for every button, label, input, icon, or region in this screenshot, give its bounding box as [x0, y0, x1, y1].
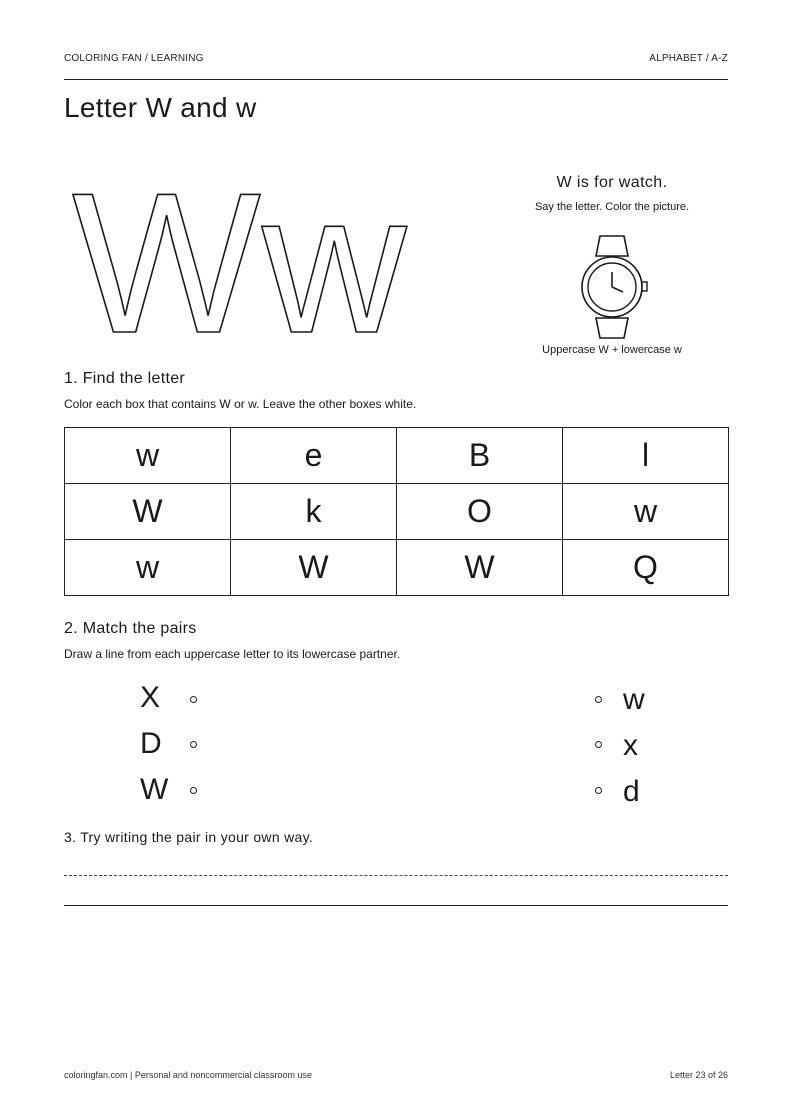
- picture-caption: Uppercase W + lowercase w: [542, 344, 682, 356]
- match-uppercase-letter: X: [140, 681, 161, 714]
- writing-guide-dashed-line: [64, 875, 728, 876]
- grid-row: [65, 484, 729, 540]
- grid-cell[interactable]: w: [563, 484, 729, 540]
- grid-cell[interactable]: Q: [563, 540, 729, 596]
- picture-title: W is for watch.: [556, 174, 668, 191]
- grid-cell[interactable]: W: [231, 540, 397, 596]
- section3-title: 3. Try writing the pair in your own way.: [64, 829, 314, 845]
- match-dot-left[interactable]: [190, 741, 197, 748]
- grid-row: [65, 428, 729, 484]
- big-outline-letters: [72, 180, 432, 340]
- grid-cell[interactable]: W: [397, 540, 563, 596]
- grid-cell[interactable]: k: [231, 484, 397, 540]
- writing-baseline[interactable]: [64, 905, 728, 906]
- footer-right: Letter 23 of 26: [669, 1070, 728, 1080]
- footer-left: coloringfan.com | Personal and noncommercial classroom use: [64, 1070, 312, 1080]
- grid-cell[interactable]: w: [65, 540, 231, 596]
- grid-cell[interactable]: W: [65, 484, 231, 540]
- match-dot-left[interactable]: [190, 696, 197, 703]
- header-left: COLORING FAN / LEARNING: [64, 53, 204, 64]
- section2-title: 2. Match the pairs: [64, 620, 197, 637]
- grid-cell[interactable]: l: [563, 428, 729, 484]
- lowercase-outline-letter: w: [262, 180, 407, 340]
- grid-cell[interactable]: w: [65, 428, 231, 484]
- section2-instruction: Draw a line from each uppercase letter to its lowercase partner.: [64, 647, 401, 661]
- header-right: ALPHABET / A-Z: [649, 53, 728, 64]
- section1-title: 1. Find the letter: [64, 370, 186, 387]
- match-dot-right[interactable]: [595, 741, 602, 748]
- match-lowercase-letter: w: [623, 683, 645, 716]
- match-lowercase-letter: x: [623, 729, 638, 762]
- page-title: Letter W and w: [64, 92, 257, 123]
- header-rule: [64, 79, 728, 80]
- match-uppercase-letter: D: [140, 727, 162, 760]
- match-dot-left[interactable]: [190, 787, 197, 794]
- section1-instruction: Color each box that contains W or w. Leave the other boxes white.: [64, 397, 417, 411]
- watch-icon: [578, 234, 650, 340]
- match-dot-right[interactable]: [595, 787, 602, 794]
- grid-cell[interactable]: e: [231, 428, 397, 484]
- grid-cell[interactable]: O: [397, 484, 563, 540]
- picture-instruction: Say the letter. Color the picture.: [534, 201, 690, 213]
- grid-cell[interactable]: B: [397, 428, 563, 484]
- match-lowercase-letter: d: [623, 775, 640, 808]
- letter-grid: [64, 427, 729, 596]
- grid-row: [65, 540, 729, 596]
- picture-box: [512, 172, 712, 213]
- match-uppercase-letter: W: [140, 773, 169, 806]
- match-dot-right[interactable]: [595, 696, 602, 703]
- uppercase-outline-letter: W: [72, 180, 261, 340]
